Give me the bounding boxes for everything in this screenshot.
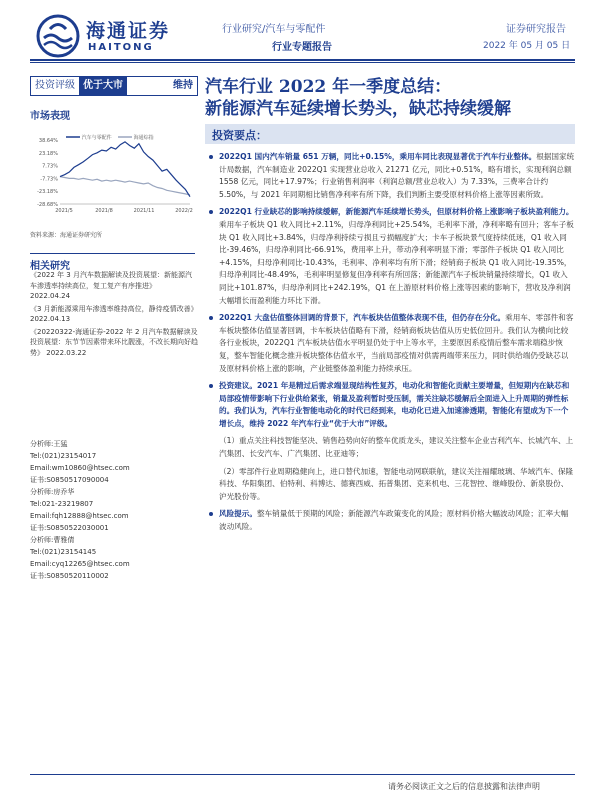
key-points bbox=[205, 151, 575, 539]
market-performance-title: 市场表现 bbox=[30, 111, 70, 122]
related-item-date: 2022.04.24 bbox=[30, 292, 71, 300]
key-point-body: 整车销量低于预期的风险；新能源汽车政策变化的风险；原材料价格大幅波动风险；汇率大幅波动风险。 bbox=[219, 509, 569, 532]
related-item-text: 《3 月新能源乘用车渗透率维持高位，静待疫情改善》 bbox=[30, 304, 198, 313]
chart-source: 资料来源：海通证券研究所 bbox=[30, 232, 103, 239]
related-item-date: 2022.04.13 bbox=[30, 315, 71, 323]
related-item-date: 2022.03.22 bbox=[46, 348, 87, 357]
key-point bbox=[205, 508, 575, 533]
key-point-headline: 2022Q1 行业缺芯的影响持续缓解，新能源汽车延续增长势头，但原材料价格上涨影响子板块盈利能力。 bbox=[219, 207, 574, 217]
key-point-headline: 风险提示。 bbox=[219, 509, 257, 519]
series-line-index bbox=[60, 177, 190, 195]
analyst-name: 曹雅倩 bbox=[53, 536, 75, 544]
report-title-line1: 汽车行业 2022 年一季度总结： bbox=[205, 77, 452, 97]
report-title-line2: 新能源汽车延续增长势头，缺芯持续缓解 bbox=[205, 99, 511, 119]
rating-action: 维持 bbox=[169, 77, 197, 95]
rating-value: 优于大市 bbox=[79, 77, 127, 95]
analyst-block bbox=[30, 534, 198, 582]
y-tick-label: -23.18% bbox=[37, 189, 58, 196]
analyst-email[interactable]: Email:cyq12265@htsec.com bbox=[30, 560, 130, 568]
y-tick-label: 23.18% bbox=[38, 150, 58, 157]
legend-label-auto: 汽车与零配件 bbox=[81, 135, 112, 141]
related-item[interactable] bbox=[30, 270, 198, 302]
analyst-block bbox=[30, 486, 198, 534]
related-research-list bbox=[30, 270, 198, 360]
header-divider bbox=[30, 59, 575, 61]
x-tick-label: 2022/2 bbox=[175, 208, 193, 214]
analyst-label: 分析师: bbox=[30, 536, 54, 544]
y-tick-label: -28.68% bbox=[37, 202, 58, 208]
key-point bbox=[205, 312, 575, 375]
x-tick-label: 2021/8 bbox=[95, 208, 113, 214]
analyst-tel: Tel:(021)23154017 bbox=[30, 452, 97, 460]
key-point-headline: 投资建议。2021 年是精过后需求端显现结构性复苏，电动化和智能化贡献主要增量，但短期内在缺芯和局部疫情带影响下行业供给紧张，销量及盈利暂时受压制，需关注缺芯缓解后全面进入上升周期的弹性标的。我们认为，汽车行业智能电动化的时代已经到来，电动化已进入加速渗透期，智能化有望成为下一个增长点，维持 2022 年汽车行业“优于大市”评级。 bbox=[219, 381, 570, 428]
series-line-auto bbox=[60, 142, 190, 197]
analyst-cert: 证书:S0850522030001 bbox=[30, 524, 109, 532]
related-item-text: 《20220322-海通证券-2022 年 2 月汽车数据解读及投资展望：东节节因素带来环比靓涨，不改长期向好趋势》 bbox=[30, 327, 198, 357]
logo-english-name: HAITONG bbox=[88, 42, 154, 53]
key-point bbox=[205, 380, 575, 430]
report-date: 2022 年 05 月 05 日 bbox=[483, 41, 571, 51]
related-item-text: 《2022 年 3 月汽车数据解读及投资展望：新能源汽车渗透率持续高位，复工复产有序推进》 bbox=[30, 271, 192, 290]
analyst-email[interactable]: Email:fqh12888@htsec.com bbox=[30, 512, 129, 520]
y-tick-label: -7.73% bbox=[40, 176, 58, 183]
sidebar-divider bbox=[30, 253, 195, 254]
related-item[interactable] bbox=[30, 327, 198, 359]
footer-divider bbox=[30, 774, 575, 775]
x-tick-label: 2021/11 bbox=[133, 208, 155, 214]
y-tick-label: 7.73% bbox=[42, 163, 58, 170]
related-item[interactable] bbox=[30, 304, 198, 325]
report-category: 行业研究/汽车与零配件 bbox=[222, 24, 326, 35]
key-point bbox=[205, 151, 575, 201]
analyst-block bbox=[30, 438, 198, 486]
key-point bbox=[205, 206, 575, 307]
key-point-body: 乘用车子板块 Q1 收入同比+2.11%，归母净利同比+25.54%，毛利率下滑，净利率略有回升；客车子板块 Q1 收入同比+3.84%，归母净利持续亏损且亏损幅度扩大；卡车子板块景气度持续低迷，Q1 收入同比-39.46%，归母净利同比-66.91%，费用率上升，带动净利率明显下滑；零部件子板块 Q1 收入同比+4.15%，归母净利同比-10.43%，毛利率、净利率均有所下滑；经销商子板块 Q1 收入同比-19.35%，归母净利同比-48.49%，毛利率明显修复但净利率有所回落；新能源汽车子板块销量持续增长，Q1 收入同比+101.87%，归母净利同比+242.19%，Q1 在上游原材料价格上涨等因素的影响下，营收及净利润大幅增长而盈利能力环比下滑。 bbox=[219, 219, 574, 305]
key-point-headline: 2022Q1 大盘估值整体回调的背景下，汽车板块估值整体表现不佳，但仍存在分化。 bbox=[219, 313, 506, 323]
analyst-label: 分析师: bbox=[30, 488, 54, 496]
company-logo bbox=[36, 14, 186, 58]
key-point-body: 乘用车、零部件和客车板块整体估值显著回调，卡车板块估值略有下滑，经销商板块估值从历史低位回升。我们认为横向比较各行业板块，2022Q1 汽车板块估值水平明显仍处于中上等水平，主要原因系疫情后整车需求端稳步恢复，整车智能化概念推升板块整体估值水平，当前局部疫情对供需两端带来压力，同时供给端仍受缺芯以及原材料价格上涨的影响，产业链整体盈利能力持续承压。 bbox=[219, 313, 574, 373]
analyst-name: 王猛 bbox=[53, 440, 68, 448]
analyst-name: 房乔华 bbox=[53, 488, 75, 496]
analyst-cert: 证书:S0850520110002 bbox=[30, 572, 109, 580]
analyst-cert: 证书:S0850517090004 bbox=[30, 476, 109, 484]
haitong-logo-icon bbox=[36, 14, 80, 58]
key-points-title: 投资要点： bbox=[212, 129, 267, 142]
analyst-tel: Tel:021-23219807 bbox=[30, 500, 94, 508]
analyst-email[interactable]: Email:wm10860@htsec.com bbox=[30, 464, 130, 472]
key-point-body: 根据国家统计局数据，汽车制造业 2022Q1 实现营业总收入 21271 亿元，同比+0.51%，略有增长，实现利润总额 1558 亿元，同比+17.97%；行业销售利润率（利润总额/营业总收入）为 7.33%，三费率合计约 5.50%，与 2021 年同期相比销售净利率有所下降，我们判断主要受原材料价格上涨等因素所致。 bbox=[219, 152, 575, 199]
market-performance-chart bbox=[30, 132, 196, 216]
analyst-list bbox=[30, 438, 198, 582]
analyst-tel: Tel:(021)23154145 bbox=[30, 548, 97, 556]
logo-chinese-name: 海通证券 bbox=[86, 20, 171, 42]
analyst-label: 分析师: bbox=[30, 440, 54, 448]
related-research-title: 相关研究 bbox=[30, 261, 70, 272]
investment-rating-box bbox=[30, 76, 198, 96]
legend-label-index: 海通综指 bbox=[133, 135, 154, 141]
footer-disclaimer: 请务必阅读正文之后的信息披露和法律声明 bbox=[388, 782, 540, 791]
report-type: 证券研究报告 bbox=[506, 24, 566, 35]
key-point-sub: （2）零部件行业周期稳健向上，进口替代加速，智能电动网联联航，建议关注福耀玻璃、华域汽车、保隆科技、华阳集团、伯特利、科博达、德赛西威、拓普集团、克来机电、三花智控、继峰股份、新泉股份、沪光股份等。 bbox=[219, 466, 574, 501]
rating-label: 投资评级 bbox=[31, 77, 79, 95]
key-point-sub: （1）重点关注科技智能坚决、销售趋势向好的整车优质龙头，建议关注整车企业吉利汽车、长城汽车、上汽集团、长安汽车、广汽集团、比亚迪等； bbox=[219, 436, 574, 459]
key-point-headline: 2022Q1 国内汽车销量 651 万辆，同比+0.15%，乘用车同比表现显著优于汽车行业整体。 bbox=[219, 152, 537, 161]
y-tick-label: 38.64% bbox=[38, 138, 58, 144]
report-kind: 行业专题报告 bbox=[272, 42, 332, 53]
header-divider-thin bbox=[30, 62, 575, 63]
x-tick-label: 2021/5 bbox=[55, 208, 73, 214]
